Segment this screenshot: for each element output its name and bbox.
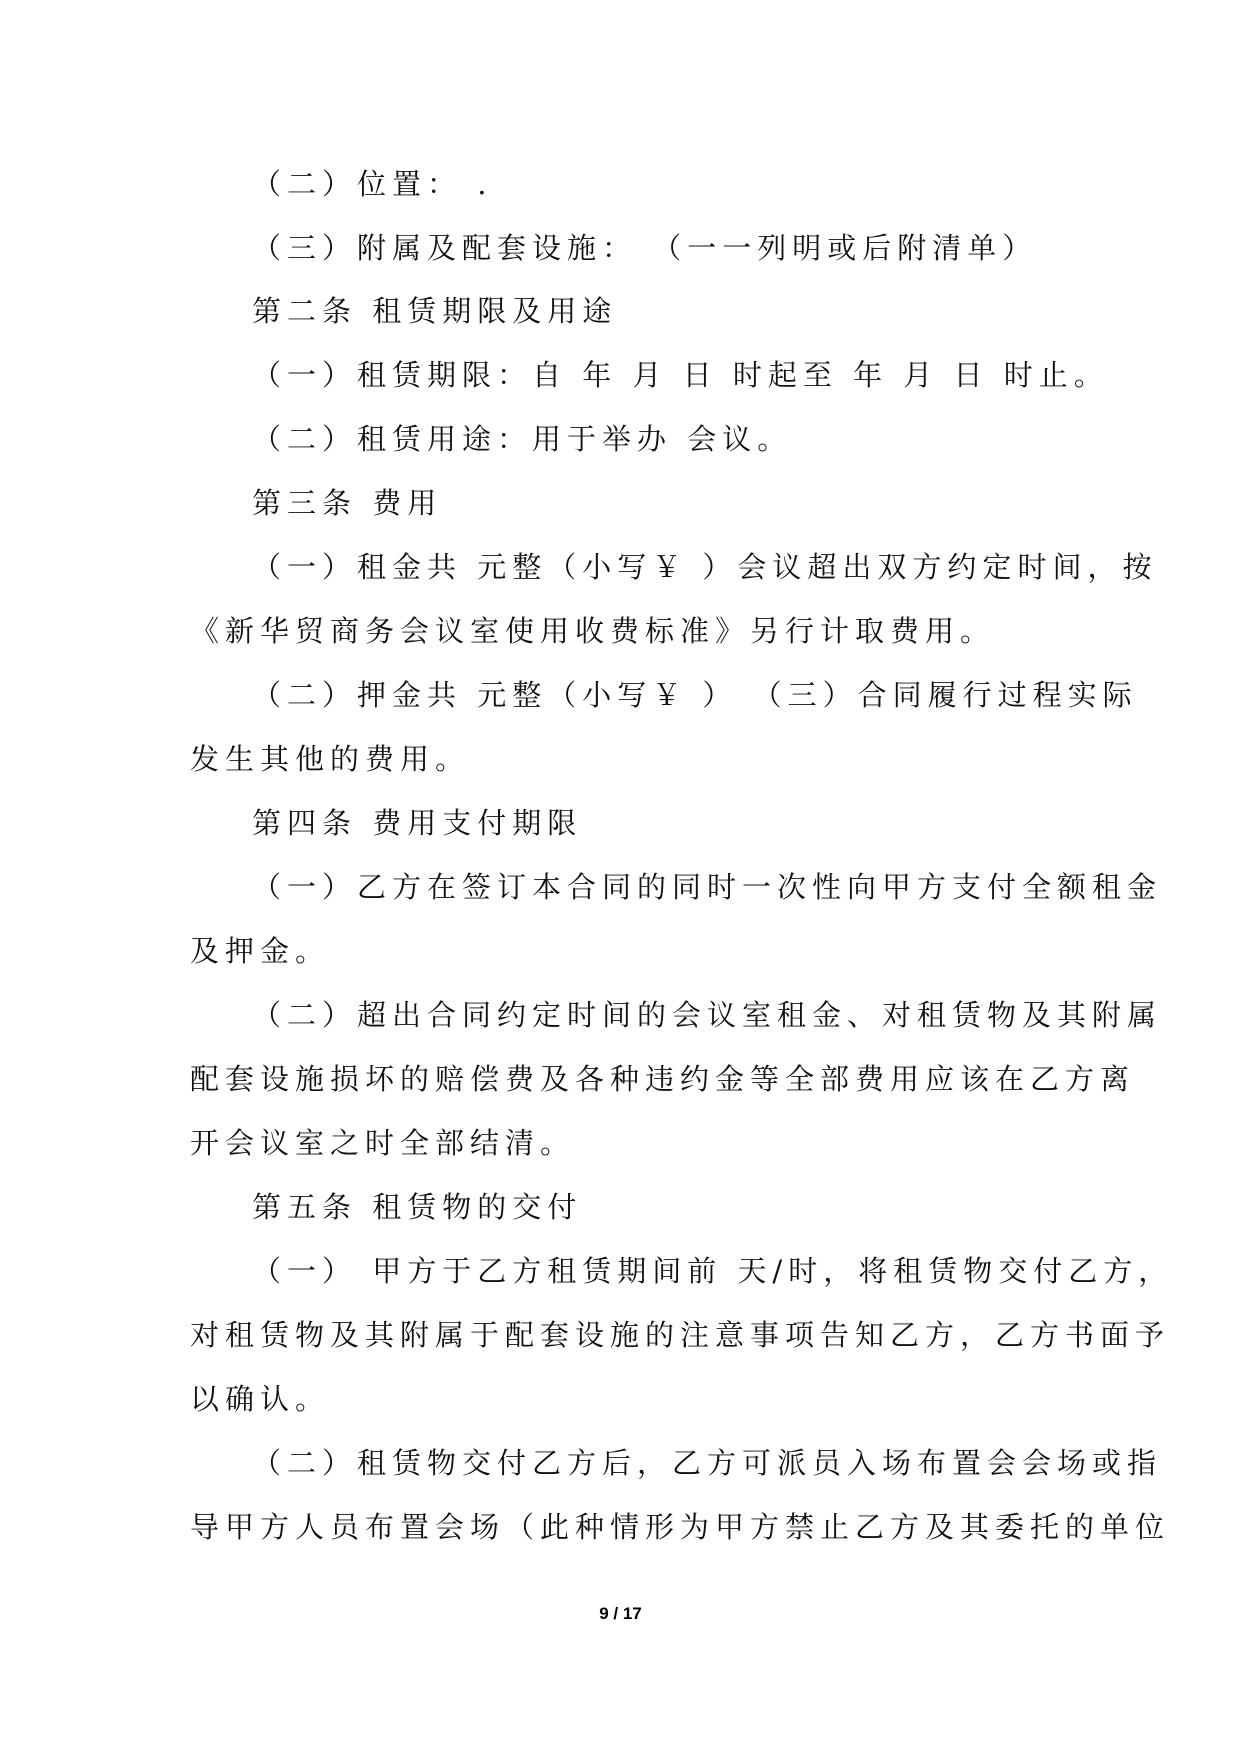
section-heading-article-4: 第四条 费用支付期限 <box>252 806 583 840</box>
section-heading-article-3: 第三条 费用 <box>252 486 443 520</box>
text-line-rent: （一）租金共 元整（小写￥ ）会议超出双方约定时间，按 <box>252 550 1158 584</box>
text-line-deposit-cont: 发生其他的费用。 <box>190 742 471 776</box>
text-line-lease-term: （一）租赁期限：自 年 月 日 时起至 年 月 日 时止。 <box>252 358 1109 392</box>
text-line-deposit: （二）押金共 元整（小写￥ ） （三）合同履行过程实际 <box>252 678 1138 712</box>
text-line-payment-2-cont: 配套设施损坏的赔偿费及各种违约金等全部费用应该在乙方离 <box>190 1062 1136 1096</box>
text-line-delivery-1-end: 以确认。 <box>190 1382 331 1416</box>
page-number: 9 / 17 <box>599 1604 642 1623</box>
text-line-position: （二）位置： . <box>252 167 493 201</box>
text-line-payment-1-cont: 及押金。 <box>190 934 331 968</box>
text-line-payment-2: （二）超出合同约定时间的会议室租金、对租赁物及其附属 <box>252 998 1163 1032</box>
section-heading-article-2: 第二条 租赁期限及用途 <box>252 294 618 328</box>
text-line-payment-2-end: 开会议室之时全部结清。 <box>190 1126 576 1160</box>
text-line-facilities: （三）附属及配套设施： （一一列明或后附清单） <box>252 231 1038 265</box>
text-line-delivery-1: （一） 甲方于乙方租赁期间前 天/时，将租赁物交付乙方， <box>252 1254 1174 1288</box>
text-line-delivery-1-cont: 对租赁物及其附属于配套设施的注意事项告知乙方，乙方书面予 <box>190 1318 1171 1352</box>
text-line-delivery-2: （二）租赁物交付乙方后，乙方可派员入场布置会会场或指 <box>252 1446 1163 1480</box>
text-line-lease-purpose: （二）租赁用途：用于举办 会议。 <box>252 422 793 456</box>
text-line-payment-1: （一）乙方在签订本合同的同时一次性向甲方支付全额租金 <box>252 870 1163 904</box>
text-line-delivery-2-cont: 导甲方人员布置会场（此种情形为甲方禁止乙方及其委托的单位 <box>190 1510 1171 1544</box>
text-line-rent-cont: 《新华贸商务会议室使用收费标准》另行计取费用。 <box>190 614 996 648</box>
section-heading-article-5: 第五条 租赁物的交付 <box>252 1190 583 1224</box>
